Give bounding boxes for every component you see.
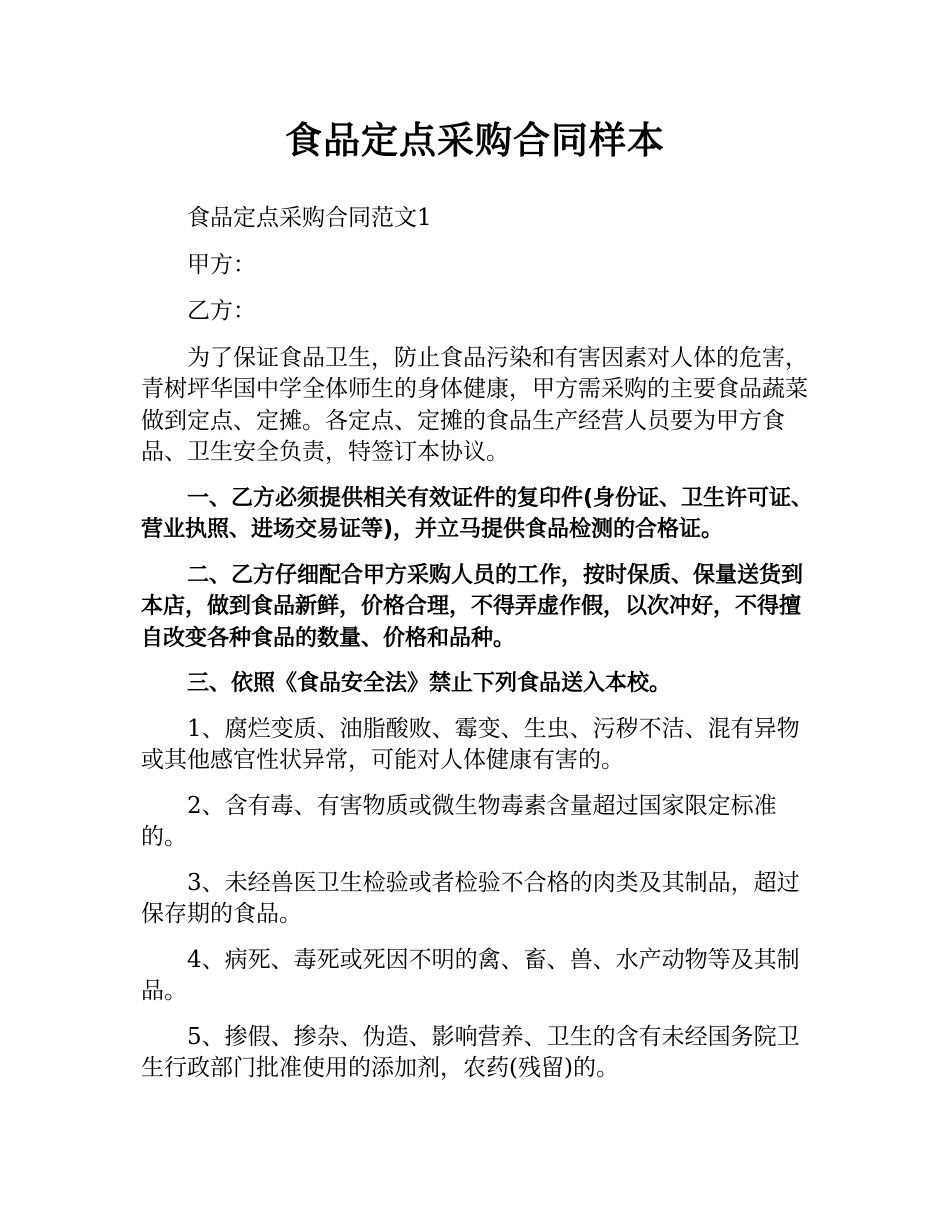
- preamble-paragraph: 为了保证食品卫生，防止食品污染和有害因素对人体的危害，青树坪华国中学全体师生的身体健康，甲方需采购的主要食品蔬菜做到定点、定摊。各定点、定摊的食品生产经营人员要为甲方食品、卫生安全负责，特签订本协议。: [141, 344, 808, 465]
- document-body: [141, 203, 816, 1099]
- clause-2: 二、乙方仔细配合甲方采购人员的工作，按时保质、保量送货到本店，做到食品新鲜，价格合理，不得弄虚作假，以次冲好，不得擅自改变各种食品的数量、价格和品种。: [141, 562, 804, 651]
- list-item-1: 1、腐烂变质、油脂酸败、霉变、生虫、污秽不洁、混有异物或其他感官性状异常，可能对人体健康有害的。: [141, 715, 800, 773]
- party-a-line: 甲方：: [187, 251, 256, 278]
- list-item-3: 3、未经兽医卫生检验或者检验不合格的肉类及其制品，超过保存期的食品。: [141, 869, 800, 927]
- list-item-4: 4、病死、毒死或死因不明的禽、畜、兽、水产动物等及其制品。: [141, 946, 800, 1004]
- list-item-5: 5、掺假、掺杂、伪造、影响营养、卫生的含有未经国务院卫生行政部门批准使用的添加剂，农药(残留)的。: [141, 1023, 800, 1081]
- clause-3: 三、依照《食品安全法》禁止下列食品送入本校。: [187, 671, 672, 696]
- clause-1: 一、乙方必须提供相关有效证件的复印件(身份证、卫生许可证、营业执照、进场交易证等)，并立马提供食品检测的合格证。: [141, 485, 814, 542]
- list-item-2: 2、含有毒、有害物质或微生物毒素含量超过国家限定标准的。: [141, 792, 777, 850]
- contract-subtitle: 食品定点采购合同范文1: [187, 205, 432, 231]
- party-b-line: 乙方：: [187, 298, 256, 324]
- document-title: 食品定点采购合同样本: [285, 119, 665, 162]
